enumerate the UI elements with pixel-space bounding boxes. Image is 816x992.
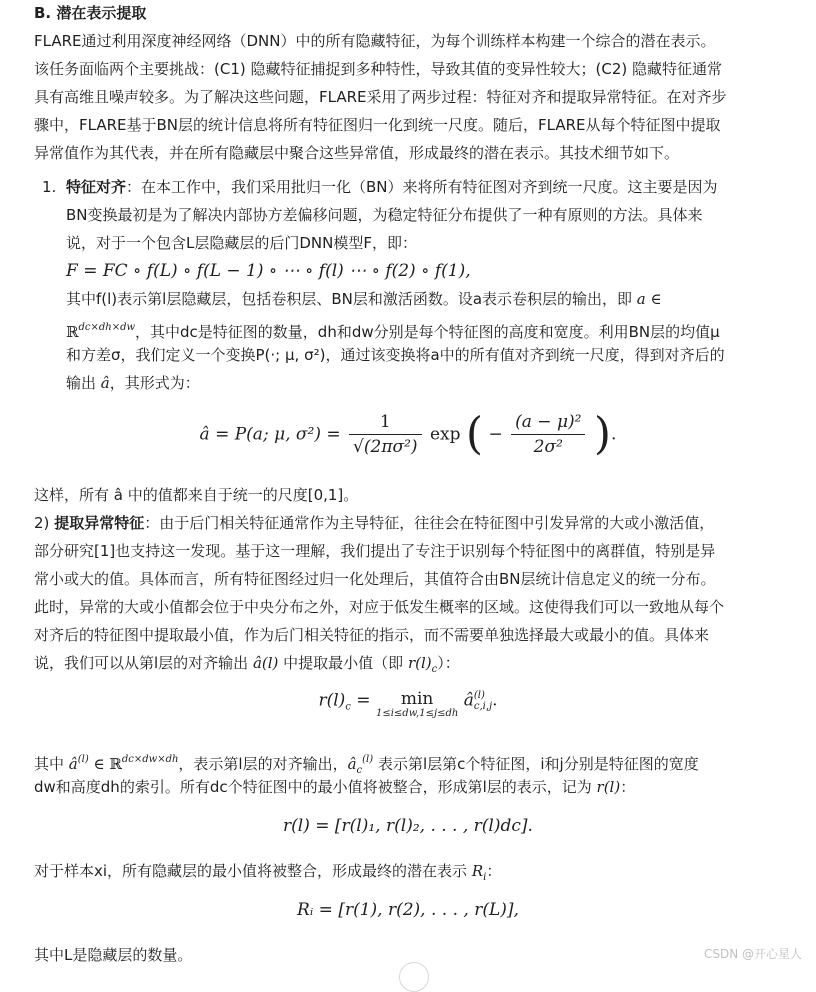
- eq-norm-lparen: (: [465, 408, 484, 460]
- inline-math-R-i: R: [471, 862, 484, 880]
- inline-math-ahat2: â: [68, 755, 78, 773]
- eq-normalization: [0, 408, 816, 472]
- step1-line-3: 说，对于一个包含L层隐藏层的后门DNN模型F，即：: [66, 234, 417, 252]
- step2-text-6a: 说，我们可以从第l层的对齐输出: [34, 654, 253, 672]
- scroll-button[interactable]: [399, 962, 429, 992]
- step1-text-7c: ，其形式为：: [109, 374, 200, 392]
- step2-line-2: 部分研究[1]也支持这一发现。基于这一理解，我们提出了专注于识别每个特征图中的离群值，特别是异: [34, 542, 716, 560]
- step2-text-6c: 中提取最小值（即: [278, 654, 408, 672]
- inline-math-rl2: r(l): [596, 778, 621, 796]
- inline-math-in-R: ∈ ℝ: [88, 755, 122, 773]
- eq-min-eq: =: [350, 690, 376, 711]
- inline-math-dims2: dc×dw×dh: [121, 754, 179, 765]
- eq-min-scripts: [474, 690, 492, 712]
- step1-line-1: [66, 174, 794, 201]
- inline-math-ahat2-sup: (l): [77, 754, 89, 765]
- inline-math-ahat3: â: [347, 755, 357, 773]
- eq-min-end: .: [492, 690, 498, 711]
- eq-min-range: 1≤i≤dw,1≤j≤dh: [375, 708, 459, 719]
- eq-min-lhs-sub: c: [345, 701, 351, 713]
- step2-line-5: 对齐后的特征图中提取最小值，作为后门相关特征的指示，而不需要单独选择最大或最小的值。具体来: [34, 626, 710, 644]
- step2-line-3: 常小或大的值。具体而言，所有特征图经过归一化处理后，其值符合由BN层统计信息定义的统一分布。: [34, 570, 716, 588]
- csdn-watermark: CSDN @开心星人: [703, 947, 802, 961]
- inline-math-dims: dc×dh×dw: [78, 322, 136, 333]
- after-min-text-2a: dw和高度dh的索引。所有dc个特征图中的最小值将被整合，形成第l层的表示，记为: [34, 778, 597, 796]
- eq-rl-vector: r(l) = [r(l)₁, r(l)₂, . . . , r(l)dc].: [283, 816, 533, 836]
- eq-R-vector: Rᵢ = [r(1), r(2), . . . , r(L)],: [297, 900, 519, 920]
- step1-line-6: 和方差σ，我们定义一个变换P(·; μ, σ²)，通过该变换将a中的所有值对齐到统一尺度，得到对齐后的: [66, 346, 725, 364]
- step1-label: 特征对齐: [66, 178, 127, 196]
- after-min-text-1a: 其中: [34, 755, 69, 773]
- intro-line-3: 具有高维且噪声较多。为了解决这些问题，FLARE采用了两步过程：特征对齐和提取异常特征。在对齐步: [34, 88, 727, 106]
- inline-math-rl-sub: c: [431, 664, 438, 675]
- after-min-line-2: [34, 774, 794, 801]
- step1-line-4: [66, 286, 794, 313]
- inline-math-ahat: â: [100, 374, 110, 392]
- eq-min-rhs-sub: c,i,j: [473, 701, 493, 712]
- after-min-text-1f: ，表示第l层的对齐输出，: [178, 755, 348, 773]
- step1-text-4: 其中f(l)表示第l层隐藏层，包括卷积层、BN层和激活函数。设a表示卷积层的输出，即: [66, 290, 637, 308]
- step1-text-1: ：在本工作中，我们采用批归一化（BN）来将所有特征图对齐到统一尺度。这主要是因为: [126, 178, 718, 196]
- step1-after: 这样，所有 â 中的值都来自于统一的尺度[0,1]。: [34, 486, 359, 504]
- list-number-2: 2): [34, 514, 50, 532]
- list-number-1: 1.: [42, 178, 57, 196]
- inline-math-rl: r(l): [407, 654, 432, 672]
- eq-min-operator: [376, 690, 458, 720]
- eq-norm-lhs: â = P(a; μ, σ²) =: [199, 424, 341, 445]
- after-min-text-1j: 表示第l层第c个特征图，i和j分别是特征图的宽度: [373, 755, 699, 773]
- final-line: 其中L是隐藏层的数量。: [34, 946, 193, 964]
- eq-min-op: min: [400, 689, 434, 709]
- step2-text-6f: ）：: [437, 654, 460, 672]
- intro-line-2: 该任务面临两个主要挑战：(C1) 隐藏特征捕捉到多种特性，导致其值的变异性较大；(C2) 隐藏特征通常: [34, 60, 722, 78]
- eq-min-rhs-sup: (l): [473, 690, 485, 701]
- intro-line-4: 骤中，FLARE基于BN层的统计信息将所有特征图归一化到统一尺度。随后，FLARE从每个特征图中提取: [34, 116, 721, 134]
- eq-dnn-composition: F = FC ∘ f(L) ∘ f(L − 1) ∘ ⋯ ∘ f(l) ⋯ ∘ f(2) ∘ f(1),: [66, 261, 471, 281]
- step1-line-2: BN变换最初是为了解决内部协方差偏移问题，为稳定特征分布提供了一种有原则的方法。具体来: [66, 206, 703, 224]
- section-title: B. 潜在表示提取: [34, 4, 147, 22]
- eq-norm-end: .: [611, 424, 617, 445]
- eq-norm-den2: 2σ²: [533, 437, 563, 457]
- step2-text-1: ：由于后门相关特征通常作为主导特征，往往会在特征图中引发异常的大或小激活值，: [144, 514, 715, 532]
- eq-norm-rparen: ): [593, 408, 612, 460]
- after-rl-colon: ：: [486, 862, 502, 880]
- step1-text-7a: 输出: [66, 374, 101, 392]
- inline-math-ahat3-sup: (l): [362, 754, 374, 765]
- eq-norm-minus: −: [488, 424, 503, 445]
- inline-math-a: a ∈: [636, 290, 662, 308]
- intro-line-5: 异常值作为其代表，并在所有隐藏层中聚合这些异常值，形成最终的潜在表示。其技术细节如下。: [34, 144, 680, 162]
- inline-math-R-i-sub: i: [483, 872, 487, 883]
- eq-min-lhs: r(l): [318, 690, 346, 711]
- step2-line-1: [34, 510, 794, 537]
- eq-min: [0, 690, 816, 730]
- step2-line-6: [34, 650, 794, 683]
- step2-label: 提取异常特征: [54, 514, 145, 532]
- after-rl-text: 对于样本xi，所有隐藏层的最小值将被整合，形成最终的潜在表示: [34, 862, 472, 880]
- eq-norm-den1: √(2πσ²): [353, 437, 418, 457]
- intro-line-1: FLARE通过利用深度神经网络（DNN）中的所有隐藏特征，为每个训练样本构建一个综合的潜在表示。: [34, 32, 716, 50]
- eq-norm-num2: (a − μ)²: [511, 412, 585, 435]
- eq-norm-exp: exp: [429, 424, 461, 445]
- inline-math-ahat3-sub: c: [356, 765, 363, 776]
- after-rl-line: [34, 858, 794, 891]
- eq-norm-frac1: [349, 412, 422, 457]
- step1-text-5: ，其中dc是特征图的数量，dh和dw分别是每个特征图的高度和宽度。利用BN层的均值μ: [135, 323, 720, 341]
- after-min-text-2c: ：: [620, 778, 636, 796]
- step2-line-4: 此时，异常的大或小值都会位于中央分布之外，对应于低发生概率的区域。这使得我们可以一致地从每个: [34, 598, 725, 616]
- eq-min-rhs: â: [463, 690, 474, 711]
- step1-line-7: [66, 370, 794, 397]
- eq-norm-frac2: [511, 412, 585, 457]
- inline-math-ahat-l: â(l): [252, 654, 279, 672]
- eq-norm-num1: 1: [349, 412, 422, 435]
- inline-math-R: ℝ: [66, 323, 79, 341]
